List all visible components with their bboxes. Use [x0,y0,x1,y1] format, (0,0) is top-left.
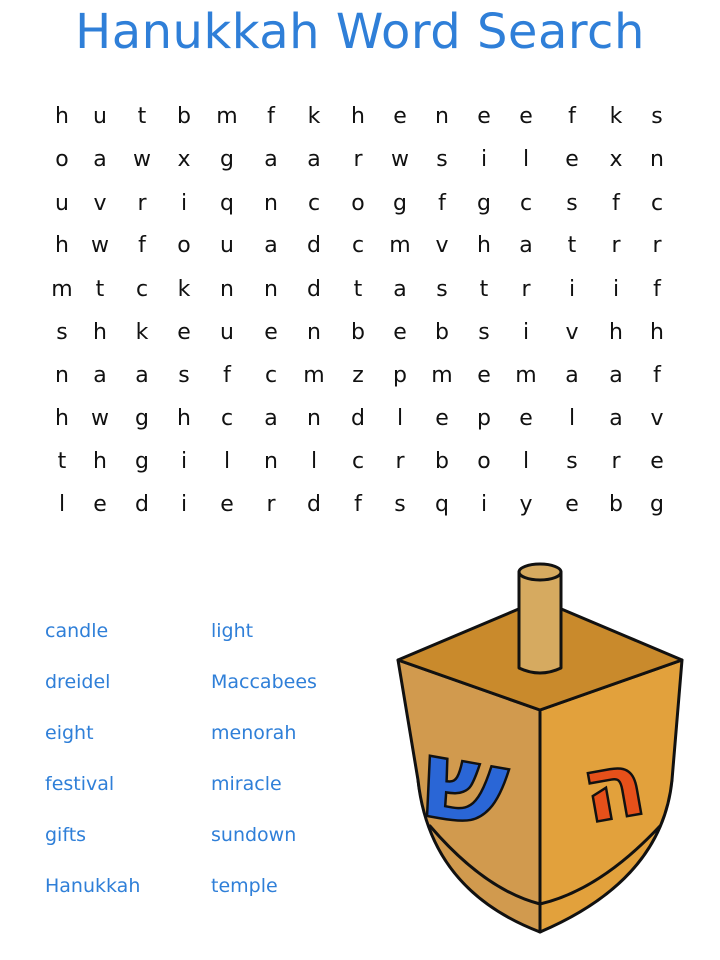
grid-cell[interactable]: a [565,363,579,388]
grid-cell[interactable]: n [264,191,278,216]
grid-cell[interactable]: e [264,320,278,345]
word-list-item: eight [45,722,94,744]
grid-cell[interactable]: e [393,104,407,129]
grid-cell[interactable]: e [435,406,449,431]
word-list-item: sundown [211,824,297,846]
grid-cell[interactable]: s [436,277,448,302]
grid-cell[interactable]: f [568,104,576,129]
grid-cell[interactable]: f [354,492,362,517]
grid-cell[interactable]: w [91,406,109,431]
grid-cell[interactable]: b [351,320,365,345]
grid-cell[interactable]: s [478,320,490,345]
grid-cell[interactable]: m [515,363,537,388]
grid-cell[interactable]: v [435,233,449,258]
grid-cell[interactable]: l [568,406,576,431]
grid-cell[interactable]: d [351,406,365,431]
grid-cell[interactable]: n [307,406,321,431]
word-list-item: temple [211,875,278,897]
grid-cell[interactable]: r [266,492,276,517]
grid-cell[interactable]: h [609,320,623,345]
grid-cell[interactable]: i [522,320,530,345]
grid-cell[interactable]: f [267,104,275,129]
grid-cell[interactable]: z [352,363,364,388]
grid-cell[interactable]: o [55,147,69,172]
grid-cell[interactable]: i [568,277,576,302]
grid-cell[interactable]: e [565,147,579,172]
grid-cell[interactable]: u [93,104,107,129]
dreidel-handle [519,572,561,673]
grid-cell[interactable]: e [220,492,234,517]
grid-cell[interactable]: d [307,277,321,302]
grid-cell[interactable]: a [307,147,321,172]
grid-cell[interactable]: b [609,492,623,517]
word-list-item: dreidel [45,671,111,693]
grid-cell[interactable]: t [567,233,577,258]
grid-cell[interactable]: s [651,104,663,129]
grid-cell[interactable]: t [137,104,147,129]
grid-cell[interactable]: h [177,406,191,431]
grid-cell[interactable]: s [566,191,578,216]
grid-cell[interactable]: r [521,277,531,302]
page-title: Hanukkah Word Search [75,4,645,60]
grid-cell[interactable]: m [389,233,411,258]
grid-cell[interactable]: e [565,492,579,517]
grid-cell[interactable]: f [438,191,446,216]
grid-cell[interactable]: w [133,147,151,172]
grid-cell[interactable]: m [51,277,73,302]
grid-cell[interactable]: s [56,320,68,345]
grid-cell[interactable]: m [303,363,325,388]
grid-cell[interactable]: n [307,320,321,345]
grid-cell[interactable]: e [519,104,533,129]
word-list-item: menorah [211,722,297,744]
grid-cell[interactable]: f [653,363,661,388]
grid-cell[interactable]: q [220,191,234,216]
grid-cell[interactable]: s [394,492,406,517]
grid-cell[interactable]: n [264,449,278,474]
grid-cell[interactable]: u [55,191,69,216]
grid-cell[interactable]: n [650,147,664,172]
grid-cell[interactable]: o [351,191,365,216]
word-list-item: candle [45,620,109,642]
grid-cell[interactable]: g [650,492,664,517]
grid-cell[interactable]: c [650,191,664,216]
dreidel-illustration [390,560,690,940]
word-list-item: gifts [45,824,87,846]
grid-cell[interactable]: a [609,363,623,388]
grid-cell[interactable]: f [612,191,620,216]
grid-cell[interactable]: g [393,191,407,216]
grid-cell[interactable]: t [95,277,105,302]
word-list-item: Maccabees [211,671,317,693]
grid-cell[interactable]: r [611,233,621,258]
grid-cell[interactable]: g [135,406,149,431]
grid-cell[interactable]: r [395,449,405,474]
grid-cell[interactable]: l [223,449,231,474]
grid-cell[interactable]: t [479,277,489,302]
grid-cell[interactable]: e [177,320,191,345]
grid-cell[interactable]: c [307,191,321,216]
grid-cell[interactable]: c [519,191,533,216]
grid-cell[interactable]: k [135,320,149,345]
grid-cell[interactable]: d [307,492,321,517]
grid-cell[interactable]: h [55,233,69,258]
grid-cell[interactable]: a [93,363,107,388]
grid-cell[interactable]: a [264,233,278,258]
grid-cell[interactable]: m [216,104,238,129]
grid-cell[interactable]: w [391,147,409,172]
grid-cell[interactable]: u [220,320,234,345]
grid-cell[interactable]: c [135,277,149,302]
grid-cell[interactable]: g [220,147,234,172]
grid-cell[interactable]: y [519,492,533,517]
grid-cell[interactable]: n [435,104,449,129]
grid-cell[interactable]: e [393,320,407,345]
grid-cell[interactable]: s [436,147,448,172]
grid-cell[interactable]: k [307,104,321,129]
grid-cell[interactable]: i [612,277,620,302]
grid-cell[interactable]: s [566,449,578,474]
grid-cell[interactable]: c [220,406,234,431]
he-letter: ה [573,730,654,845]
grid-cell[interactable]: u [220,233,234,258]
word-list-item: miracle [211,773,282,795]
grid-cell[interactable]: e [477,363,491,388]
grid-cell[interactable]: v [93,191,107,216]
grid-cell[interactable]: k [609,104,623,129]
grid-cell[interactable]: h [93,449,107,474]
grid-cell[interactable]: t [57,449,67,474]
grid-cell[interactable]: a [264,147,278,172]
grid-cell[interactable]: c [264,363,278,388]
grid-cell[interactable]: a [519,233,533,258]
grid-cell[interactable]: l [58,492,66,517]
grid-cell[interactable]: s [178,363,190,388]
grid-cell[interactable]: i [180,191,188,216]
grid-cell[interactable]: e [519,406,533,431]
grid-cell[interactable]: o [177,233,191,258]
grid-cell[interactable]: e [650,449,664,474]
grid-cell[interactable]: m [431,363,453,388]
grid-cell[interactable]: e [477,104,491,129]
grid-cell[interactable]: h [650,320,664,345]
grid-cell[interactable]: p [477,406,491,431]
grid-cell[interactable]: l [396,406,404,431]
grid-cell[interactable]: h [55,406,69,431]
grid-cell[interactable]: a [135,363,149,388]
grid-cell[interactable]: a [264,406,278,431]
grid-cell[interactable]: a [93,147,107,172]
grid-cell[interactable]: b [177,104,191,129]
grid-cell[interactable]: h [93,320,107,345]
grid-cell[interactable]: v [650,406,664,431]
grid-cell[interactable]: i [480,492,488,517]
grid-cell[interactable]: g [477,191,491,216]
word-list-item: light [211,620,254,642]
grid-cell[interactable]: l [310,449,318,474]
grid-cell[interactable]: f [223,363,231,388]
grid-cell[interactable]: f [653,277,661,302]
grid-cell[interactable]: l [522,147,530,172]
grid-cell[interactable]: e [93,492,107,517]
grid-cell[interactable]: i [180,449,188,474]
grid-cell[interactable]: x [609,147,623,172]
grid-cell[interactable]: b [435,449,449,474]
grid-cell[interactable]: x [177,147,191,172]
grid-cell[interactable]: b [435,320,449,345]
word-list-item: Hanukkah [45,875,141,897]
grid-cell[interactable]: r [652,233,662,258]
grid-cell[interactable]: h [351,104,365,129]
grid-cell[interactable]: h [477,233,491,258]
grid-cell[interactable]: a [609,406,623,431]
grid-cell[interactable]: n [264,277,278,302]
grid-cell[interactable]: i [480,147,488,172]
grid-cell[interactable]: c [351,233,365,258]
grid-cell[interactable]: l [522,449,530,474]
grid-cell[interactable]: f [138,233,146,258]
grid-cell[interactable]: n [55,363,69,388]
grid-cell[interactable]: t [353,277,363,302]
grid-cell[interactable]: w [91,233,109,258]
grid-cell[interactable]: h [55,104,69,129]
grid-cell[interactable]: r [137,191,147,216]
grid-cell[interactable]: o [477,449,491,474]
grid-cell[interactable]: v [565,320,579,345]
grid-cell[interactable]: q [435,492,449,517]
grid-cell[interactable]: a [393,277,407,302]
shin-letter: ש [412,713,518,855]
grid-cell[interactable]: n [220,277,234,302]
grid-cell[interactable]: r [611,449,621,474]
grid-cell[interactable]: r [353,147,363,172]
grid-cell[interactable]: d [135,492,149,517]
grid-cell[interactable]: g [135,449,149,474]
word-list-item: festival [45,773,115,795]
grid-cell[interactable]: c [351,449,365,474]
grid-cell[interactable]: d [307,233,321,258]
grid-cell[interactable]: p [393,363,407,388]
grid-cell[interactable]: i [180,492,188,517]
grid-cell[interactable]: k [177,277,191,302]
